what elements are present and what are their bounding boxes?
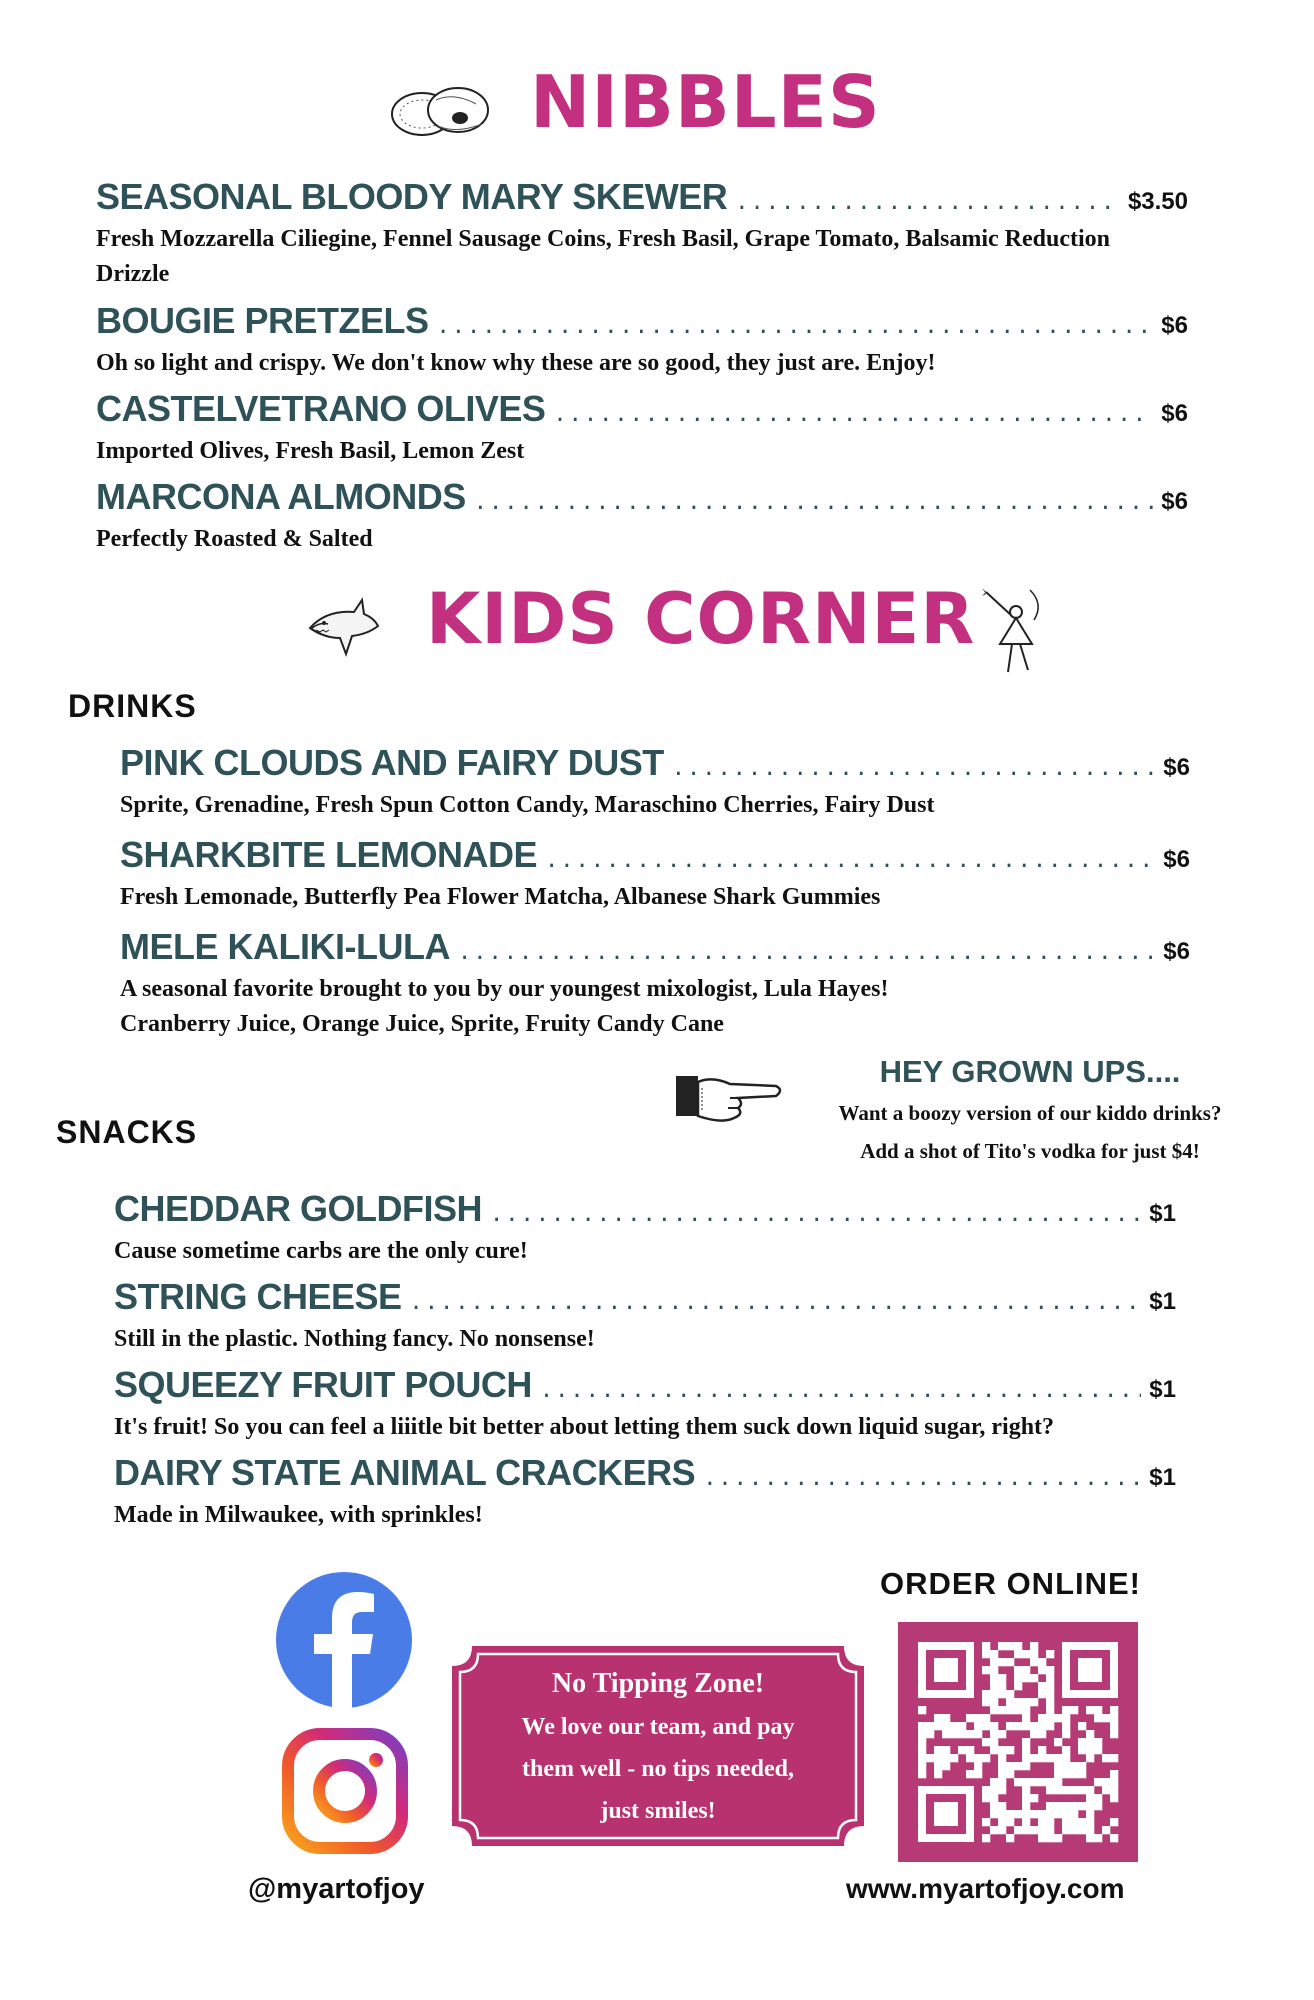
website-link[interactable]: www.myartofjoy.com	[846, 1873, 1125, 1904]
leader-dots	[672, 756, 1156, 781]
menu-item	[114, 1452, 1176, 1533]
item-name: SEASONAL BLOODY MARY SKEWER	[96, 176, 728, 217]
menu-item	[120, 834, 1190, 915]
item-price: $6	[1163, 754, 1190, 781]
item-price: $6	[1161, 488, 1188, 515]
qr-code[interactable]	[898, 1622, 1138, 1862]
item-price: $6	[1161, 400, 1188, 427]
grown-ups-line: Want a boozy version of our kiddo drinks?	[838, 1101, 1222, 1125]
menu-item	[114, 1188, 1176, 1269]
drinks-heading: DRINKS	[68, 688, 197, 724]
leader-dots	[410, 1290, 1142, 1315]
pointing-hand-icon	[672, 1068, 784, 1128]
item-description: Sprite, Grenadine, Fresh Spun Cotton Candy, Maraschino Cherries, Fairy Dust	[120, 792, 935, 818]
menu-item	[120, 926, 1190, 1042]
facebook-icon[interactable]	[274, 1570, 414, 1710]
leader-dots	[490, 1202, 1141, 1227]
item-description: Imported Olives, Fresh Basil, Lemon Zest	[96, 438, 525, 464]
item-name: PINK CLOUDS AND FAIRY DUST	[120, 742, 664, 783]
menu-item	[114, 1364, 1176, 1445]
leader-dots	[540, 1378, 1141, 1403]
order-online-heading: ORDER ONLINE!	[880, 1566, 1141, 1601]
leader-dots	[474, 490, 1154, 515]
item-description: Perfectly Roasted & Salted	[96, 526, 373, 552]
item-name: MARCONA ALMONDS	[96, 476, 466, 517]
item-price: $1	[1149, 1376, 1176, 1403]
badge-line: just smiles!	[600, 1798, 716, 1824]
leader-dots	[735, 190, 1120, 215]
shark-icon	[306, 590, 382, 662]
item-description: Oh so light and crispy. We don't know why these are so good, they just are. Enjoy!	[96, 350, 936, 376]
item-description-line: Cranberry Juice, Orange Juice, Sprite, Fruity Candy Cane	[120, 1011, 724, 1037]
item-name: SQUEEZY FRUIT POUCH	[114, 1364, 532, 1405]
item-price: $6	[1161, 312, 1188, 339]
menu-item	[96, 476, 1188, 557]
grown-ups-callout	[790, 1054, 1270, 1170]
item-price: $6	[1163, 846, 1190, 873]
instagram-icon[interactable]	[282, 1728, 408, 1854]
social-handle[interactable]: @myartofjoy	[248, 1873, 425, 1905]
fairy-icon	[978, 582, 1050, 678]
item-name: BOUGIE PRETZELS	[96, 300, 429, 341]
kids-corner-title: KIDS CORNER	[426, 578, 976, 660]
item-name: DAIRY STATE ANIMAL CRACKERS	[114, 1452, 696, 1493]
item-price: $1	[1149, 1464, 1176, 1491]
olives-icon	[388, 82, 494, 140]
item-description: Fresh Mozzarella Ciliegine, Fennel Sausage Coins, Fresh Basil, Grape Tomato, Balsamic Reduction Drizzle	[96, 226, 1110, 287]
leader-dots	[553, 402, 1153, 427]
item-name: MELE KALIKI-LULA	[120, 926, 450, 967]
item-price: $1	[1149, 1288, 1176, 1315]
item-name: CHEDDAR GOLDFISH	[114, 1188, 482, 1229]
no-tipping-badge	[448, 1642, 868, 1850]
leader-dots	[545, 848, 1155, 873]
item-name: STRING CHEESE	[114, 1276, 402, 1317]
item-description: Cause sometime carbs are the only cure!	[114, 1238, 528, 1264]
item-price: $3.50	[1127, 188, 1188, 215]
menu-item	[114, 1276, 1176, 1357]
item-description: It's fruit! So you can feel a liiitle bit better about letting them suck down liquid sugar, right?	[114, 1414, 1055, 1440]
badge-title: No Tipping Zone!	[551, 1668, 765, 1699]
menu-item	[96, 176, 1188, 292]
leader-dots	[703, 1466, 1141, 1491]
nibbles-title: NIBBLES	[530, 60, 881, 144]
snacks-heading: SNACKS	[56, 1114, 198, 1150]
leader-dots	[458, 940, 1155, 965]
item-name: SHARKBITE LEMONADE	[120, 834, 538, 875]
item-price: $1	[1149, 1200, 1176, 1227]
menu-item	[120, 742, 1190, 823]
badge-line: them well - no tips needed,	[522, 1756, 794, 1782]
menu-item	[96, 300, 1188, 381]
item-price: $6	[1163, 938, 1190, 965]
item-description: Fresh Lemonade, Butterfly Pea Flower Matcha, Albanese Shark Gummies	[120, 884, 881, 910]
leader-dots	[437, 314, 1154, 339]
item-description: Still in the plastic. Nothing fancy. No nonsense!	[114, 1326, 595, 1352]
item-description-line: A seasonal favorite brought to you by our youngest mixologist, Lula Hayes!	[120, 976, 889, 1002]
grown-ups-title: HEY GROWN UPS....	[879, 1054, 1181, 1089]
grown-ups-line: Add a shot of Tito's vodka for just $4!	[860, 1139, 1200, 1163]
menu-item	[96, 388, 1188, 469]
badge-line: We love our team, and pay	[521, 1714, 795, 1740]
item-name: CASTELVETRANO OLIVES	[96, 388, 546, 429]
item-description: Made in Milwaukee, with sprinkles!	[114, 1502, 483, 1528]
